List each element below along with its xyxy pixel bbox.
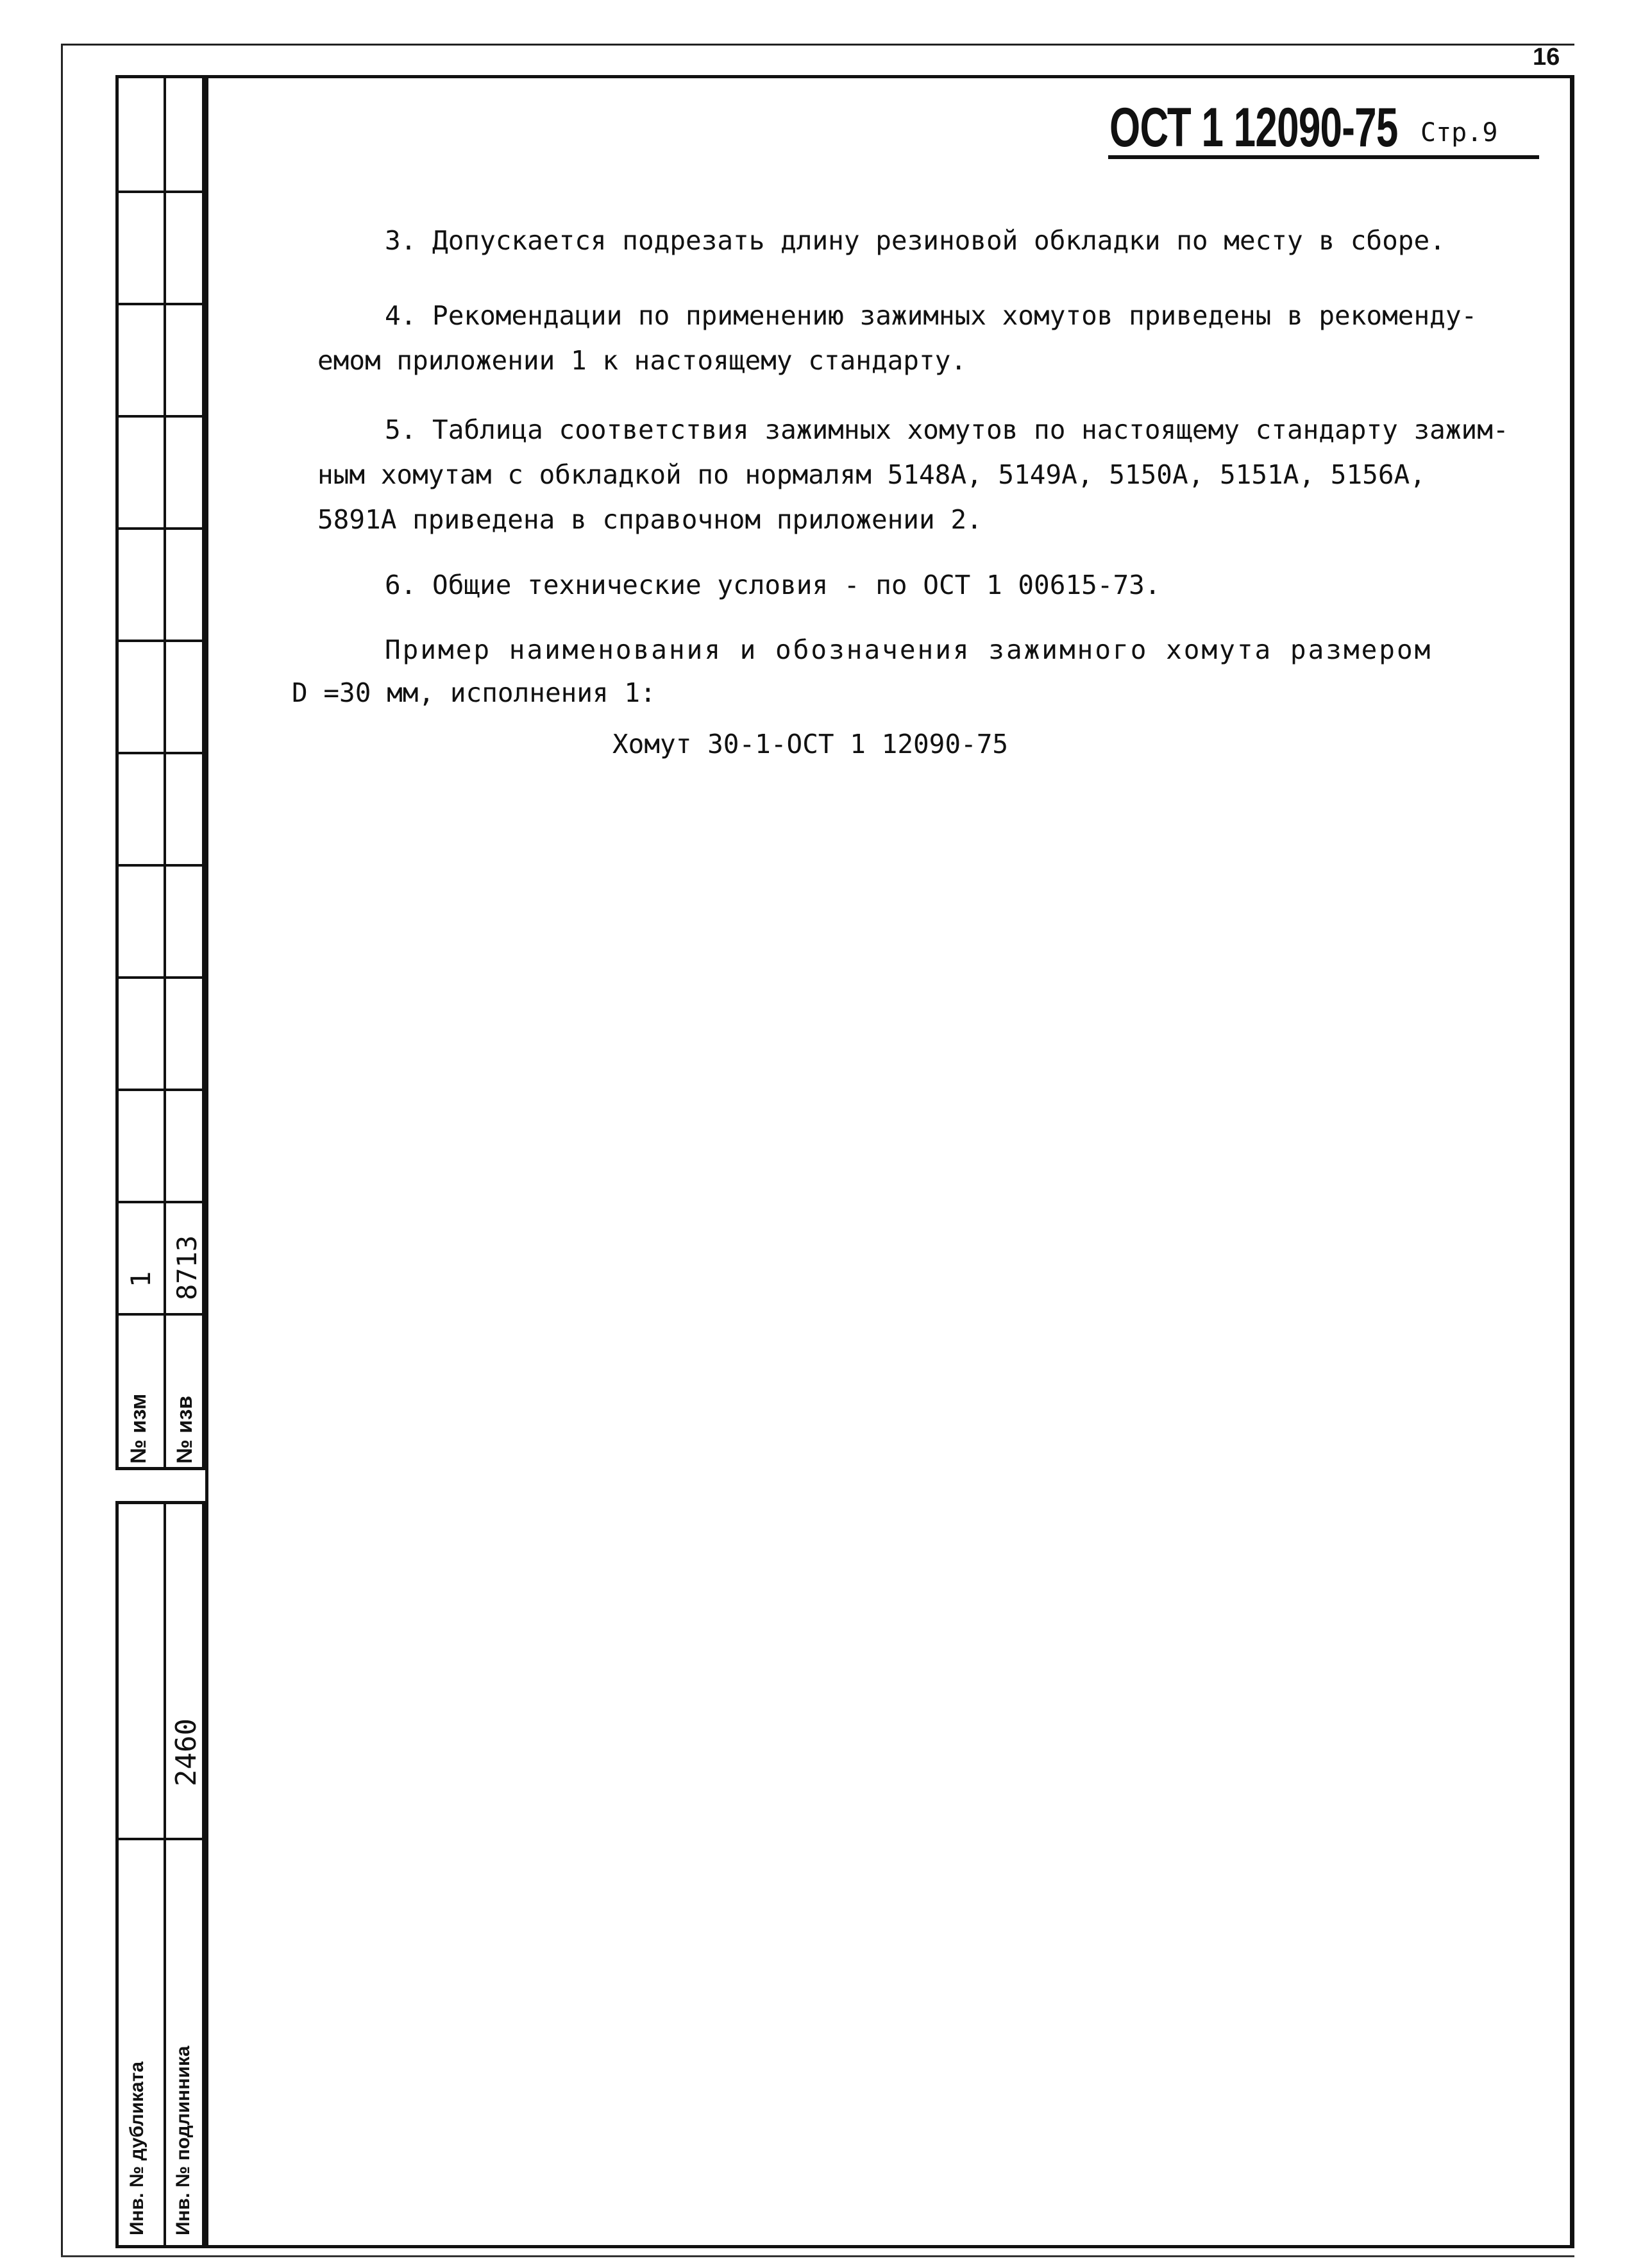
paragraph-5-line-3: 5891А приведена в справочном приложении 2. [317,504,982,535]
example-line-2: D =30 мм, исполнения 1: [292,677,656,708]
outer-border-top [61,44,1574,46]
document-header [1109,96,1510,160]
designation-example: Хомут 30-1-ОСТ 1 12090-75 [612,729,1009,759]
paragraph-5-line-1: 5. Таблица соответствия зажимных хомутов по настоящему стандарту зажим- [385,414,1509,445]
outer-border-left [61,44,63,2257]
inventory-original-label: Инв. № подлинника [173,2046,194,2235]
paragraph-4-line-1: 4. Рекомендации по применению зажимных хомутов приведены в рекоменду- [385,300,1478,331]
notice-label: № изв [173,1395,197,1464]
inventory-original-number: 2460 [170,1718,203,1786]
paragraph-6: 6. Общие технические условия - по ОСТ 1 00615-73. [385,570,1161,600]
header-code: ОСТ 1 12090-75 [1109,97,1398,158]
sheet-number: 16 [1533,44,1560,71]
side-stamp-changes [115,75,205,1470]
paragraph-4-line-2: емом приложении 1 к настоящему стандарту. [317,345,967,376]
change-number: 1 [125,1271,156,1287]
side-stamp-inventory [115,1501,205,2248]
header-underline [1108,155,1539,159]
header-page: Стр.9 [1420,118,1498,148]
example-line-1: Пример наименования и обозначения зажимного хомута размером [385,634,1433,665]
paragraph-5-line-2: ным хомутам с обкладкой по нормалям 5148А, 5149А, 5150А, 5151А, 5156А, [317,459,1426,490]
inventory-duplicate-label: Инв. № дубликата [126,2061,148,2235]
notice-number: 8713 [171,1235,203,1300]
paragraph-3: 3. Допускается подрезать длину резиновой обкладки по месту в сборе. [385,225,1446,256]
outer-border-bottom [61,2255,1574,2257]
change-label: № изм [126,1393,151,1464]
